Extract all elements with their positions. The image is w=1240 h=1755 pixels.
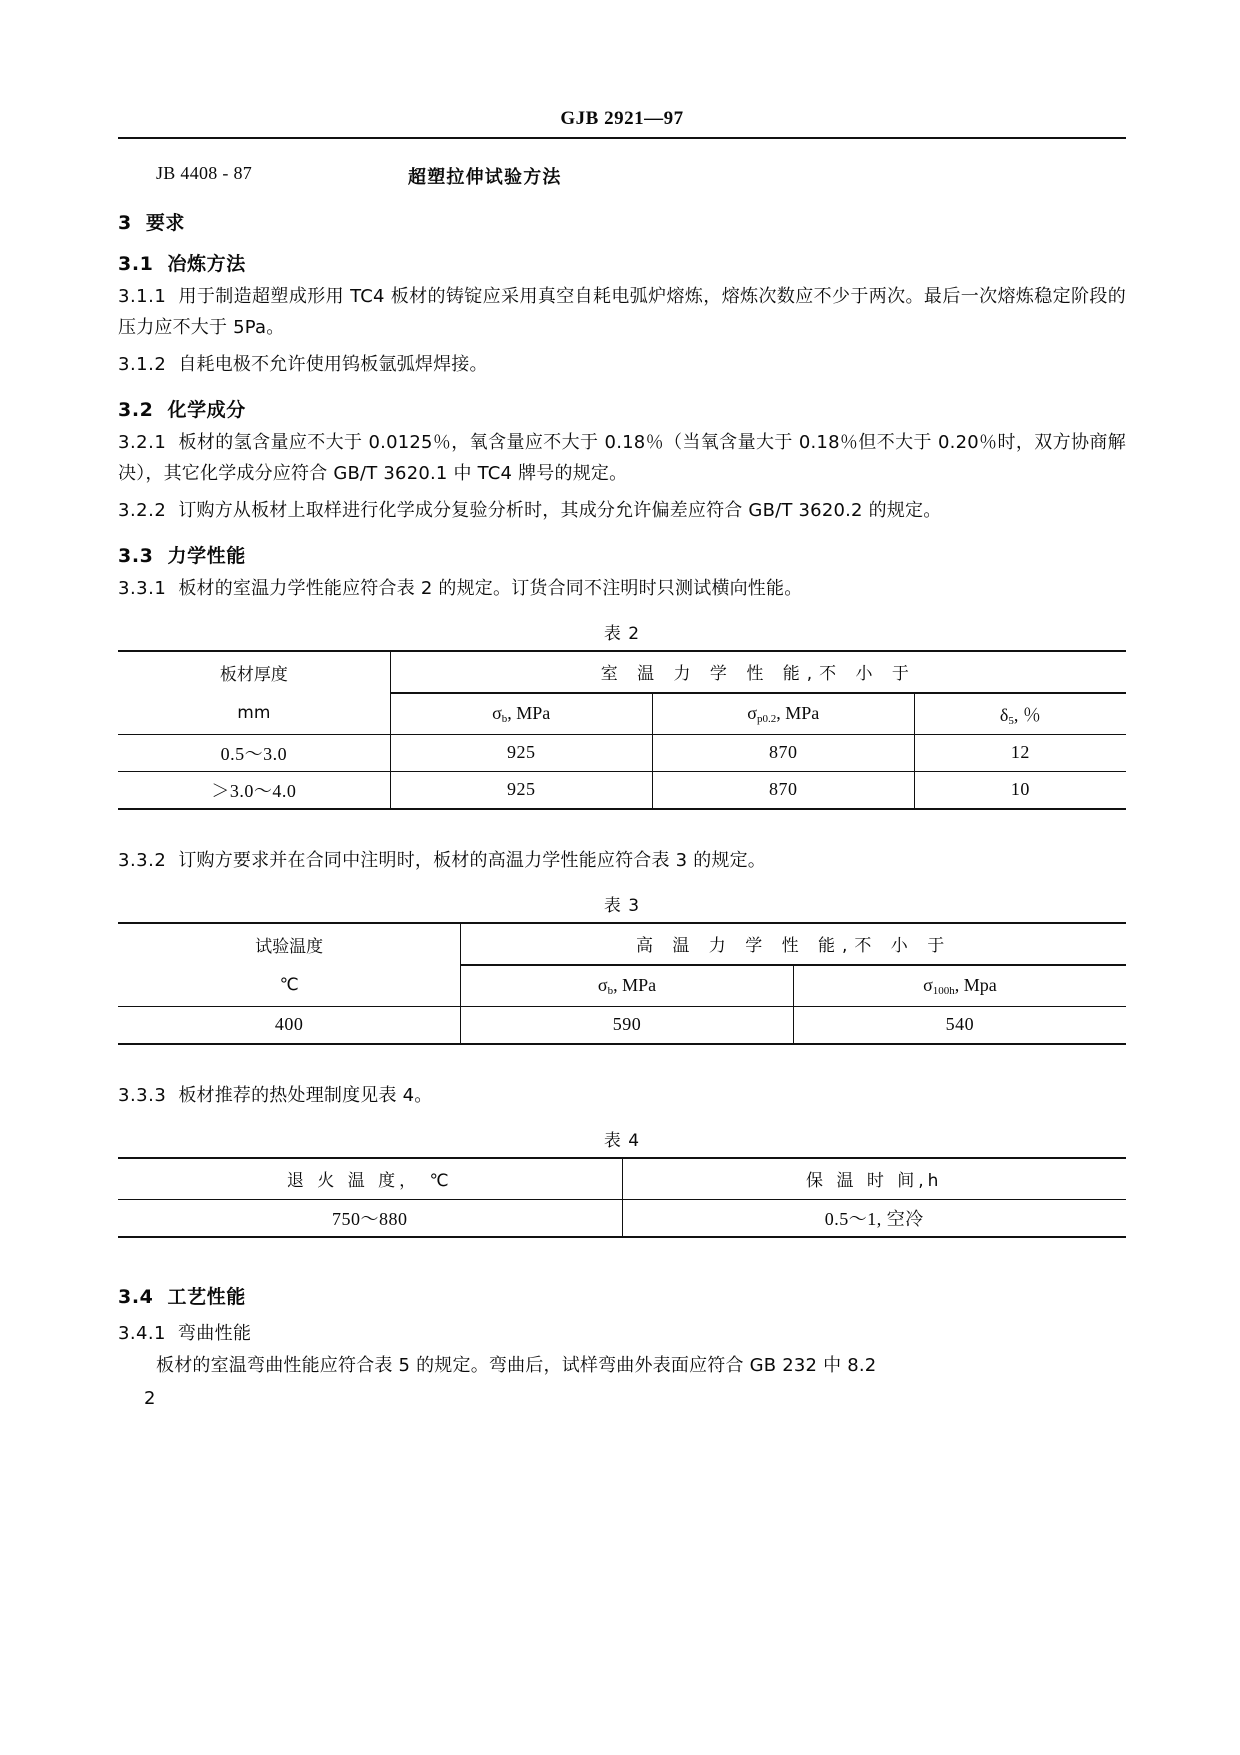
table-4-r0-time: 0.5～1, 空冷: [622, 1199, 1126, 1237]
paragraph-3-3-2-text: 订购方要求并在合同中注明时，板材的高温力学性能应符合表 3 的规定。: [178, 849, 767, 871]
heading-3-number: 3: [118, 212, 132, 234]
paragraph-3-1-2-text: 自耗电极不允许使用钨板氩弧焊焊接。: [178, 353, 488, 375]
heading-3-3-number: 3.3: [118, 544, 154, 567]
table-2-sub-header-sigma-p02: [652, 693, 914, 735]
table-3-header-row-2: [118, 965, 1126, 1007]
table-3-sigma-b-symbol: σ: [597, 975, 608, 996]
table-2-sigma-p02-subscript: p0.2: [756, 713, 777, 726]
table-2-r1-sigma-b: 925: [390, 771, 652, 809]
table-row: [118, 1199, 1126, 1237]
paragraph-3-3-3-number: 3.3.3: [118, 1084, 167, 1106]
table-2-sigma-b-subscript: b: [501, 713, 508, 726]
table-3-sub-header-sigma-100h: [793, 965, 1126, 1007]
heading-3-4-1: [118, 1319, 1126, 1345]
paragraph-3-4-1-body: 板材的室温弯曲性能应符合表 5 的规定。弯曲后，试样弯曲外表面应符合 GB 232 中 8.2: [156, 1354, 877, 1376]
paragraph-3-3-3-text: 板材推荐的热处理制度见表 4。: [178, 1084, 433, 1106]
table-3-sigma-100h-unit: , Mpa: [954, 975, 997, 996]
table-2-delta5-unit: , ％: [1013, 704, 1041, 725]
table-3-sigma-100h-symbol: σ: [923, 975, 933, 996]
table-2-sigma-b-unit: , MPa: [507, 703, 551, 724]
table-2-wrapper: [118, 650, 1126, 810]
paragraph-3-2-1-text: 板材的氢含量应不大于 0.0125％，氧含量应不大于 0.18％（当氧含量大于 0.18％但不大于 0.20％时，双方协商解决），其它化学成分应符合 GB/T 3620.1 中 TC4 牌号的规定。: [118, 431, 1126, 484]
table-3-col1-header-line1: 试验温度: [118, 923, 461, 965]
table-2-sigma-p02-symbol: σ: [747, 703, 757, 724]
table-3-sigma-b-unit: , MPa: [613, 975, 657, 996]
table-4-r0-temperature: 750～880: [118, 1199, 622, 1237]
table-2-col1-header-line2: mm: [118, 693, 390, 735]
table-3-header-row-1: [118, 923, 1126, 965]
heading-3-4-1-title: 弯曲性能: [177, 1322, 252, 1344]
paragraph-3-1-2: [118, 350, 1126, 381]
table-2: [118, 650, 1126, 810]
spacer-after-table-3: [118, 1049, 1126, 1075]
heading-3-1-title: 冶炼方法: [167, 253, 246, 275]
paragraph-3-2-2-number: 3.2.2: [118, 499, 167, 521]
standard-number: GJB 2921—97: [560, 108, 684, 129]
heading-3-title: 要求: [145, 212, 186, 234]
table-2-r1-thickness: ＞3.0～4.0: [118, 771, 390, 809]
table-2-delta5-symbol: δ: [999, 704, 1009, 725]
reference-title: 超塑拉伸试验方法: [408, 167, 562, 188]
table-2-sigma-b-symbol: σ: [492, 703, 502, 724]
table-3-sigma-100h-subscript: 100h: [932, 985, 955, 998]
paragraph-3-1-1-number: 3.1.1: [118, 286, 167, 307]
paragraph-3-3-3: [118, 1081, 1126, 1112]
reference-code: JB 4408 - 87: [156, 163, 253, 183]
heading-3-4-1-number: 3.4.1: [118, 1322, 166, 1344]
table-4-wrapper: [118, 1157, 1126, 1238]
heading-3-2-number: 3.2: [118, 398, 154, 421]
table-3-caption: 表 3: [603, 895, 641, 916]
paragraph-3-1-1-text: 用于制造超塑成形用 TC4 板材的铸锭应采用真空自耗电弧炉熔炼，熔炼次数应不少于两次。最后一次熔炼稳定阶段的压力应不大于 5Pa。: [118, 286, 1126, 338]
table-3: [118, 922, 1126, 1045]
paragraph-3-3-1: [118, 574, 1126, 605]
spacer-after-table-2: [118, 814, 1126, 840]
table-row: [118, 771, 1126, 809]
table-2-sigma-p02-unit: , MPa: [776, 703, 820, 724]
heading-3-3-title: 力学性能: [167, 544, 246, 567]
table-2-r1-delta5: 10: [914, 771, 1126, 809]
table-3-r0-sigma-100h: 540: [793, 1006, 1126, 1044]
paragraph-3-1-1: [118, 282, 1126, 344]
table-2-sub-header-delta5: [914, 693, 1126, 735]
spacer-after-table-4: [118, 1242, 1126, 1268]
header-divider: [118, 137, 1126, 139]
reference-line: [118, 163, 1126, 189]
table-3-r0-sigma-b: 590: [461, 1006, 794, 1044]
table-row: [118, 734, 1126, 771]
table-2-r0-sigma-p02: 870: [652, 734, 914, 771]
table-4-header-row: [118, 1158, 1126, 1200]
table-2-r0-sigma-b: 925: [390, 734, 652, 771]
paragraph-3-3-1-number: 3.3.1: [118, 577, 167, 599]
table-3-group-header: 高 温 力 学 性 能,不 小 于: [461, 923, 1126, 965]
table-2-caption: 表 2: [603, 623, 641, 644]
heading-3-4-title: 工艺性能: [167, 1285, 246, 1308]
table-2-r1-sigma-p02: 870: [652, 771, 914, 809]
heading-3-3: [118, 541, 1126, 568]
table-4: [118, 1157, 1126, 1238]
table-2-r0-thickness: 0.5～3.0: [118, 734, 390, 771]
paragraph-3-1-2-number: 3.1.2: [118, 353, 167, 375]
heading-3-2-title: 化学成分: [167, 398, 246, 421]
table-3-wrapper: [118, 922, 1126, 1045]
table-2-col1-header-line1: 板材厚度: [118, 651, 390, 693]
table-2-sub-header-sigma-b: [390, 693, 652, 735]
table-4-col1-header: 退 火 温 度， ℃: [118, 1158, 622, 1200]
paragraph-3-3-2-number: 3.3.2: [118, 849, 167, 871]
paragraph-3-3-1-text: 板材的室温力学性能应符合表 2 的规定。订货合同不注明时只测试横向性能。: [178, 577, 803, 599]
paragraph-3-2-2: [118, 496, 1126, 527]
table-4-col2-header: 保 温 时 间,h: [622, 1158, 1126, 1200]
paragraph-3-2-1: [118, 428, 1126, 490]
table-2-group-header: 室 温 力 学 性 能,不 小 于: [390, 651, 1126, 693]
heading-3-4: [118, 1282, 1126, 1309]
paragraph-3-2-1-number: 3.2.1: [118, 431, 167, 453]
table-4-caption: 表 4: [603, 1130, 641, 1151]
table-3-sub-header-sigma-b: [461, 965, 794, 1007]
table-2-header-row-1: [118, 651, 1126, 693]
heading-3: [118, 208, 1126, 235]
heading-3-1: [118, 249, 1126, 276]
heading-3-2: [118, 395, 1126, 422]
heading-3-1-number: 3.1: [118, 253, 154, 275]
paragraph-3-3-2: [118, 846, 1126, 877]
table-3-sigma-b-subscript: b: [607, 985, 614, 998]
page-header: [118, 0, 1126, 130]
table-2-header-row-2: [118, 693, 1126, 735]
paragraph-3-2-2-text: 订购方从板材上取样进行化学成分复验分析时，其成分允许偏差应符合 GB/T 3620.2 的规定。: [178, 499, 942, 521]
page-number: 2: [144, 1387, 156, 1409]
table-2-r0-delta5: 12: [914, 734, 1126, 771]
table-3-col1-header-line2: ℃: [118, 965, 461, 1007]
table-2-delta5-subscript: 5: [1008, 714, 1014, 727]
table-3-r0-temperature: 400: [118, 1006, 461, 1044]
table-row: [118, 1006, 1126, 1044]
page-content: [118, 0, 1126, 1409]
heading-3-4-number: 3.4: [118, 1285, 154, 1308]
